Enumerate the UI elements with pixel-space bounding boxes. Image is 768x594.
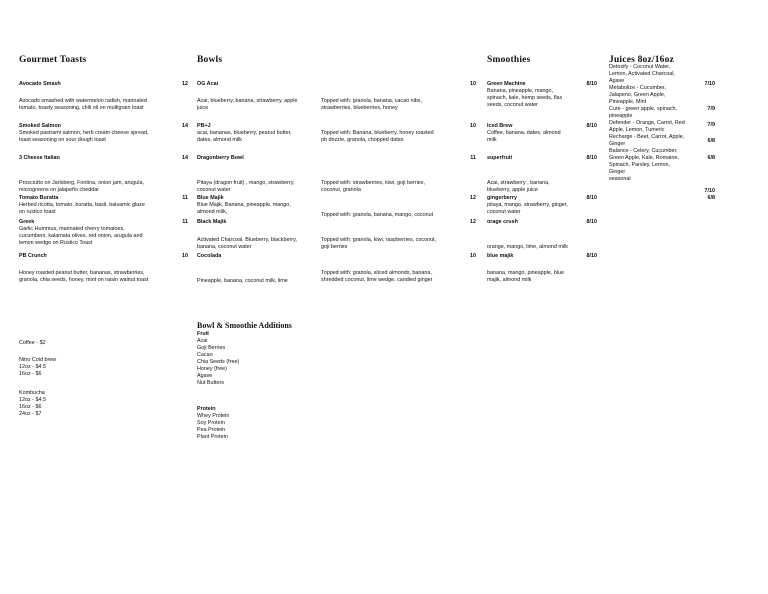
bowl-dragon-price: 11 — [470, 155, 476, 161]
bowl-black-desc: Activated Charcoal, Blueberry, blackberry, banana, coconut water — [197, 237, 297, 251]
smoothie-ginger-name: gingerberry — [487, 195, 517, 201]
bowl-blue-price: 12 — [470, 195, 476, 201]
toast-avocado-price: 12 — [182, 81, 188, 87]
bowl-acai-toppings: Topped with: granola, banana, cacao nibs, strawberries, blueberries, honey — [321, 98, 422, 112]
toast-avocado-name: Avocado Smash — [19, 81, 61, 87]
bowl-acai-desc: Acai, blueberry, banana, strawberry, apple juice — [197, 98, 298, 112]
bowl-cocolada-toppings: Topped with: granola, sliced almonds, banana, shredded coconut, lime wedge, candied ginger — [321, 270, 433, 284]
toast-salmon-name: Smoked Salmon — [19, 123, 61, 129]
bowl-cocolada-name: Cocolada — [197, 253, 222, 259]
smoothie-iced-price: 8/10 — [586, 123, 597, 129]
smoothie-green-name: Green Machine — [487, 81, 526, 87]
toast-cheese-desc: Prosciutto on Jarlsberg, Fontina, onion jam, arugula, microgreens on jalapeño cheddar — [19, 180, 144, 194]
smoothie-iced-desc: Coffee, banana, dates, almond milk — [487, 130, 561, 144]
bowl-black-name: Black Majik — [197, 219, 227, 225]
additions-fruit-list: Fruit Acai Goji Berries Cacao Chia Seeds (free) Honey (free) Agave Nut Butters — [197, 331, 240, 387]
smoothie-super-desc: Acai, strawberry , banana, blueberry, apple juice — [487, 180, 550, 194]
juice-seasonal-price: 6/8 — [707, 195, 715, 201]
drink-coffee: Coffee - $2 — [19, 340, 46, 346]
smoothie-bluem-desc: banana, mango, pineapple, blue majik, almond milk — [487, 270, 565, 284]
bowl-pbj-name: PB+J — [197, 123, 211, 129]
bowl-dragon-name: Dragonberry Bowl — [197, 155, 244, 161]
toast-salmon-price: 14 — [182, 123, 188, 129]
additions-title: Bowl & Smoothie Additions — [197, 321, 292, 330]
smoothie-orage-price: 8/10 — [586, 219, 597, 225]
additions-protein-list: Protein Whey Protein Soy Protein Pea Protein Plant Protein — [197, 406, 230, 441]
smoothie-green-price: 8/10 — [586, 81, 597, 87]
toast-buratta-name: Tomato Buratta — [19, 195, 59, 201]
header-bowls: Bowls — [197, 55, 223, 65]
toast-avocado-desc: Avocado smashed with watermelon radish, marinated tomato, toasty seasoning, chili oil on multigrain toast — [19, 98, 147, 112]
header-juices: Juices 8oz/16oz — [609, 55, 675, 65]
toast-buratta-price: 11 — [182, 195, 188, 201]
smoothie-green-desc: Banana, pineapple, mango, spinach, kale, hemp seeds, flax seeds, coconut water — [487, 88, 563, 109]
juice-cure-price: 7/9 — [707, 122, 715, 128]
smoothie-ginger-price: 8/10 — [586, 195, 597, 201]
smoothie-super-price: 8/10 — [586, 155, 597, 161]
bowl-blue-desc: Blue Majik, Banana, pineapple, mango, almond milk, — [197, 202, 291, 216]
bowl-pbj-price: 10 — [470, 123, 476, 129]
smoothie-super-name: superfruit — [487, 155, 513, 161]
juice-recharge-price: 6/8 — [707, 155, 715, 161]
toast-pb-name: PB Crunch — [19, 253, 47, 259]
bowl-acai-name: OG Acai — [197, 81, 219, 87]
bowl-cocolada-desc: Pineapple, banana, coconut milk, lime — [197, 278, 288, 284]
bowl-dragon-toppings: Topped with: strawberries, kiwi, goji berries, coconut, granola — [321, 180, 425, 194]
smoothie-bluem-name: blue majik — [487, 253, 514, 259]
bowl-cocolada-price: 10 — [470, 253, 476, 259]
juice-detoxify-price: 7/10 — [704, 81, 715, 87]
smoothie-orage-name: orage crush — [487, 219, 518, 225]
bowl-pbj-desc: acai, bananas, blueberry, peanut butter, dates, almond milk — [197, 130, 292, 144]
smoothie-ginger-desc: pitaya, mango, strawberry, ginger, coconut water — [487, 202, 568, 216]
toast-buratta-desc: Herbed ricotta, tomato, buratta, basil, balsamic glaze on rustico toast — [19, 202, 145, 216]
bowl-blue-toppings: Topped with: granola, banana, mango, coconut — [321, 212, 434, 218]
toast-cheese-price: 14 — [182, 155, 188, 161]
toast-greek-price: 11 — [182, 219, 188, 225]
toast-pb-desc: Honey roasted peanut butter, bananas, strawberries, granola, chia seeds, honey, mint on raisin walnut toast — [19, 270, 149, 284]
toast-greek-name: Greek — [19, 219, 35, 225]
header-gourmet-toasts: Gourmet Toasts — [19, 55, 87, 65]
toast-greek-desc: Garlic Hummus, marinated cherry tomatoes, cucumbers, kalamata olives, red onion, arugula and lemon wedge on Rustico Toast — [19, 226, 143, 247]
drink-nitro: Nitro Cold brew 12oz - $4.5 16oz - $6 — [19, 357, 57, 378]
bowl-blue-name: Blue Majik — [197, 195, 224, 201]
juice-defender-price: 6/8 — [707, 138, 715, 144]
juice-metabolize-price: 7/9 — [707, 106, 715, 112]
toast-cheese-name: 3 Cheese Italian — [19, 155, 60, 161]
smoothie-iced-name: Iced Brew — [487, 123, 513, 129]
smoothie-bluem-price: 8/10 — [586, 253, 597, 259]
bowl-acai-price: 10 — [470, 81, 476, 87]
bowl-black-toppings: Topped with: granola, kiwi, raspberries, coconut, goji berries — [321, 237, 437, 251]
drink-kombucha: Kombucha 12oz - $4.5 16oz - $6 24oz - $7 — [19, 390, 46, 418]
toast-salmon-desc: Smoked pastrami salmon, herb cream cheese spread, toast seasoning on sour dough toast — [19, 130, 149, 144]
header-smoothies: Smoothies — [487, 55, 531, 65]
juices-list: Detoxify - Coconut Water, Lemon, Activated Charcoal, Agave Metabolize - Cucumber, Jalapeno, Green Apple, Pineapple, Mint Cure - green apple, spinach, pineapple Defender - Orange, Carrot, Red Apple, Lemon, Tumeric Recharge - Beet, Carrot, Apple, Ginger Balance - Celery, Cucumber, Green Apple, Kale, Romaine, Spinach, Parsley, Lemon, Ginger seasonal — [609, 64, 685, 183]
juice-balance-price: 7/10 — [704, 188, 715, 194]
bowl-dragon-desc: Pitaya (dragon fruit) , mango, strawberry, coconut water — [197, 180, 295, 194]
bowl-black-price: 12 — [470, 219, 476, 225]
toast-pb-price: 10 — [182, 253, 188, 259]
bowl-pbj-toppings: Topped with: Banana, blueberry, honey roasted pb drizzle, granola, chopped dates — [321, 130, 434, 144]
smoothie-orage-desc: orange, mango, lime, almond milk — [487, 244, 568, 250]
